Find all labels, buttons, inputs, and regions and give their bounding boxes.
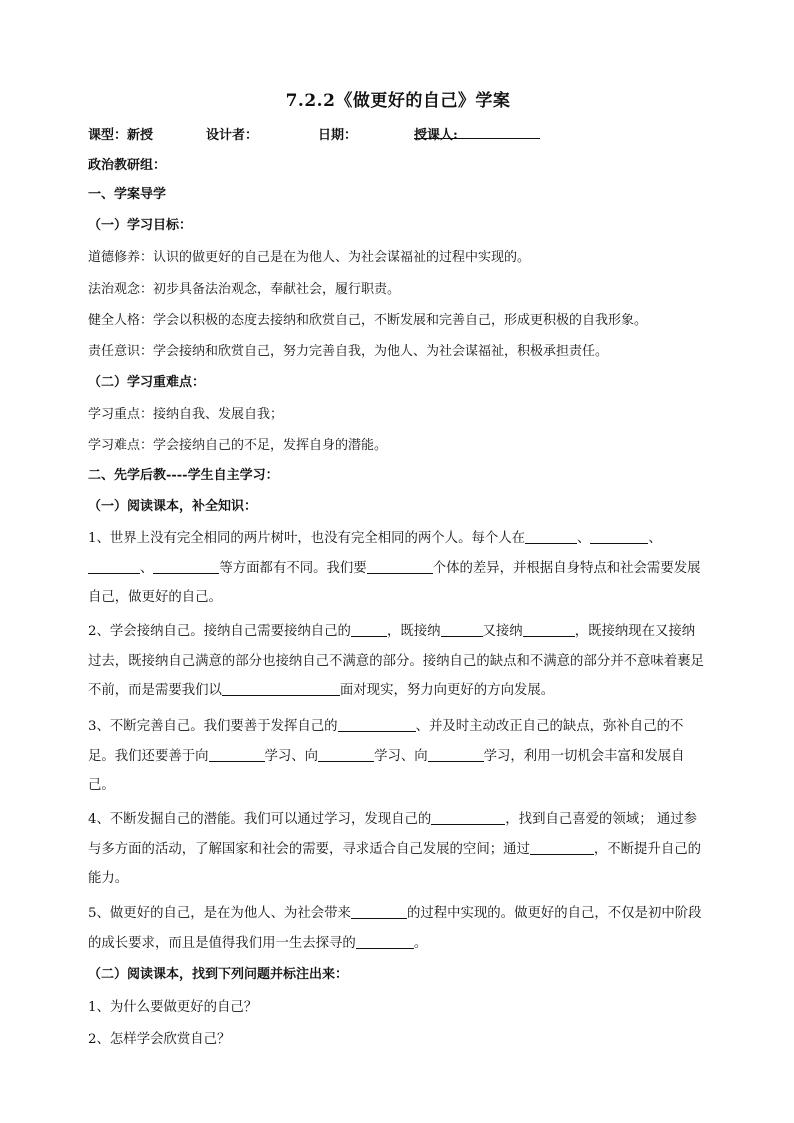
fill-blank[interactable] [431,809,505,825]
difficult-point: 学习难点：学会接纳自己的不足，发挥自身的潜能。 [88,438,388,453]
fill-question-2 [88,617,704,706]
question-text: 个体的差异，并根据自身特点和社会需要发展自己，做更好的自己。 [88,560,701,605]
fill-blank[interactable] [222,680,340,696]
fill-question-4 [88,805,704,894]
goal-item: 道德修养：认识的做更好的自己是在为他人、为社会谋福祉的过程中实现的。 [88,250,531,265]
question-text: 1、世界上没有完全相同的两片树叶，也没有完全相同的两个人。每个人在 [88,531,526,546]
page-title: 7.2.2《做更好的自己》学案 [285,91,511,111]
designer-label: 设计者： [206,128,259,143]
question-text: ，既接纳现在又接纳过去，既接纳自己满意的部分也接纳自己不满意的部分。接纳自己的缺点和不满意的部分并不意味着裹足不前，而是需要我们以 [88,624,704,698]
section-heading-2: 二、先学后教----学生自主学习： [88,468,279,483]
question-text: 4、不断发掘自己的潜能。我们可以通过学习，发现自己的 [88,812,432,827]
subheading-fill-in: （一）阅读课本，补全知识： [88,499,258,514]
question-text: ，不断提升自己的能力。 [88,841,702,886]
fill-blank[interactable] [523,621,575,637]
goal-item: 健全人格：学会以积极的态度去接纳和欣赏自己，不断发展和完善自己，形成更积极的自我形象。 [88,313,648,328]
question-text: 又接纳 [482,624,523,639]
reading-question: 1、为什么要做更好的自己？ [88,1000,258,1015]
fill-blank[interactable] [351,903,407,919]
key-point: 学习重点：接纳自我、发展自我； [88,407,284,422]
question-text: 等方面都有不同。我们要 [219,560,367,576]
fill-blank[interactable] [88,558,140,574]
question-text: 、并及时主动改正自己的缺点，弥补自己的不足。我们还要善于向 [88,719,684,764]
question-text: 2、学会接纳自己。接纳自己需要接纳自己的 [88,624,351,639]
fill-blank[interactable] [525,528,577,544]
question-text: 学习、向 [264,748,319,764]
teacher-label: 授课人: [414,128,458,143]
question-text: 面对现实，努力向更好的方向发展。 [339,683,555,698]
fill-blank[interactable] [318,746,374,762]
question-text: 学习，利用一切机会丰富和发展自己。 [88,748,685,793]
question-text: 3、不断完善自己。我们要善于发挥自己的 [88,719,338,734]
date-label: 日期： [318,128,358,143]
separator: 、 [577,531,591,546]
reading-question: 2、怎样学会欣赏自己？ [88,1032,231,1047]
question-text: ，既接纳 [386,624,441,639]
fill-blank[interactable] [209,746,265,762]
fill-question-1 [88,524,704,613]
fill-blank[interactable] [338,716,416,732]
question-text: 5、做更好的自己，是在为他人、为社会带来 [88,906,351,921]
subheading-reading: （二）阅读课本，找到下列问题并标注出来： [88,967,349,982]
fill-question-5 [88,899,704,958]
question-text: 的过程中实现的。做更好的自己，不仅是初中阶段的成长要求，而且是值得我们用一生去探寻的 [88,906,702,951]
subheading-goals: （一）学习目标： [88,218,193,233]
group-label: 政治教研组： [88,158,167,173]
question-text: 学习、向 [374,748,428,764]
fill-blank[interactable] [367,558,433,574]
goal-item: 法治观念：初步具备法治观念，奉献社会，履行职责。 [88,282,401,297]
separator: 、 [648,531,662,546]
fill-blank[interactable] [356,933,414,949]
fill-blank[interactable] [441,621,483,637]
fill-blank[interactable] [153,558,219,574]
fill-blank[interactable] [530,839,594,855]
section-heading-1: 一、学案导学 [88,187,167,202]
lesson-type: 课型：新授 [88,128,154,143]
subheading-key-points: （二）学习重难点： [88,375,206,390]
fill-blank[interactable] [590,528,648,544]
meta-row [88,124,708,144]
question-text: ，找到自己喜爱的领域； 通过参与多方面的活动，了解国家和社会的需要，寻求适合自己发展的空间；通过 [88,812,698,857]
goal-item: 责任意识：学会接纳和欣赏自己，努力完善自我，为他人、为社会谋福祉，积极承担责任。 [88,344,609,359]
question-text: 。 [413,935,428,951]
fill-blank[interactable] [428,746,484,762]
teacher-blank[interactable] [414,124,540,139]
fill-question-3 [88,712,704,801]
fill-blank[interactable] [351,621,387,637]
separator: 、 [140,560,154,576]
